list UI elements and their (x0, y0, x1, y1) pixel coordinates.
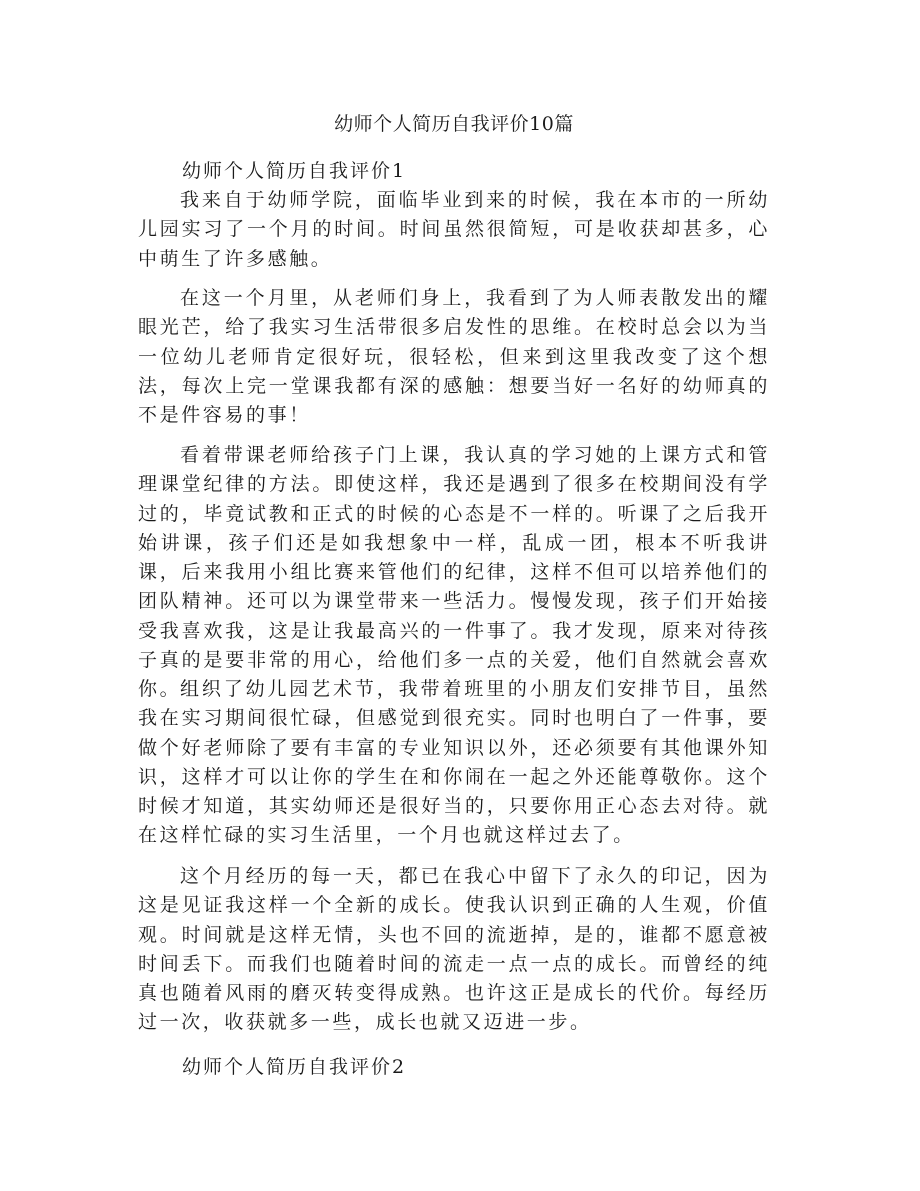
section-heading-2: 幼师个人简历自我评价2 (182, 1056, 407, 1078)
document-title: 幼师个人简历自我评价10篇 (334, 113, 574, 135)
section-heading-1: 幼师个人简历自我评价1 (182, 160, 407, 182)
paragraph-3: 看着带课老师给孩子门上课，我认真的学习她的上课方式和管理课堂纪律的方法。即使这样，我还是遇到了很多在校期间没有学过的，毕竟试教和正式的时候的心态是不一样的。听课了之后我开始讲课，孩子们还是如我想象中一样，乱成一团，根本不听我讲课，后来我用小组比赛来管他们的纪律，这样不但可以培养他们的团队精神。还可以为课堂带来一些活力。慢慢发现，孩子们开始接受我喜欢我，这是让我最高兴的一件事了。我才发现，原来对待孩子真的是要非常的用心，给他们多一点的关爱，他们自然就会喜欢你。 (138, 444, 770, 701)
paragraph-1: 我来自于幼师学院，面临毕业到来的时候，我在本市的一所幼儿园实习了一个月的时间。时间虽然很简短，可是收获却甚多，心中萌生了许多感触。 (138, 189, 770, 270)
paragraph-2: 在这一个月里，从老师们身上，我看到了为人师表散发出的耀眼光芒，给了我实习生活带很多启发性的思维。在校时总会以为当一位幼儿老师肯定很好玩，很轻松，但来到这里我改变了这个想法，每次上完一堂课我都有深的感触：想要当好一名好的幼师真的不是件容易的事！ (138, 287, 770, 427)
paragraph-4: 组织了幼儿园艺术节，我带着班里的小朋友们安排节目，虽然我在实习期间很忙碌，但感觉到很充实。同时也明白了一件事，要做个好老师除了要有丰富的专业知识以外，还必须要有其他课外知识，这样才可以让你的学生在和你闹在一起之外还能尊敬你。这个时候才知道，其实幼师还是很好当的，只要你用正心态去对待。就在这样忙碌的实习生活里，一个月也就这样过去了。 (138, 678, 770, 847)
paragraph-5: 这个月经历的每一天，都已在我心中留下了永久的印记，因为这是见证我这样一个全新的成长。使我认识到正确的人生观，价值观。时间就是这样无情，头也不回的流逝掉，是的，谁都不愿意被时间丢下。而我们也随着时间的流走一点一点的成长。而曾经的纯真也随着风雨的磨灭转变得成熟。也许这正是成长的代价。每经历过一次，收获就多一些，成长也就又迈进一步。 (138, 865, 770, 1034)
